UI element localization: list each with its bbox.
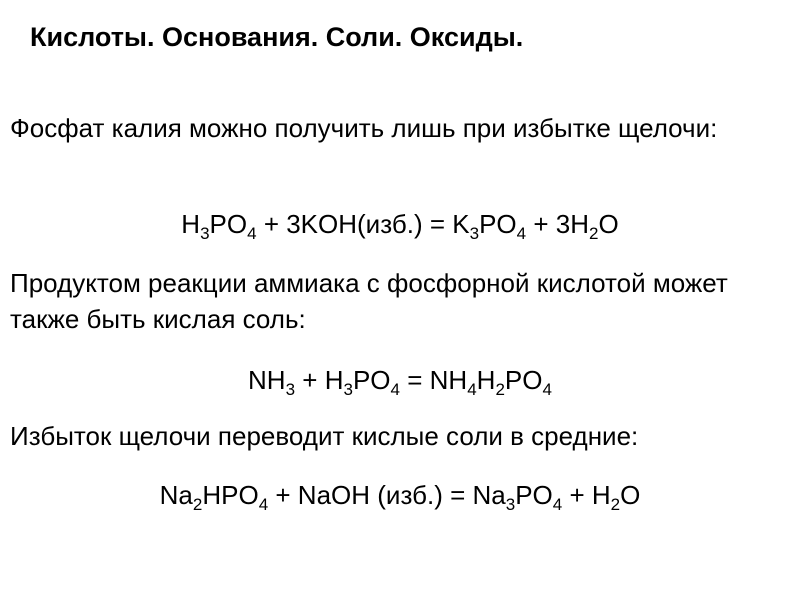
equation-subscript: 3 bbox=[469, 224, 480, 243]
equation-text: = NH bbox=[400, 365, 468, 395]
equation-text: O bbox=[620, 480, 641, 510]
equation-text: H bbox=[181, 209, 201, 239]
equation-text: + H bbox=[562, 480, 611, 510]
equation-text: + 3H bbox=[526, 209, 589, 239]
equation-subscript: 4 bbox=[542, 380, 552, 399]
equation-subscript: 4 bbox=[247, 224, 257, 243]
equation-subscript: 3 bbox=[343, 380, 353, 399]
equation-text: + 3KOH(изб.) = K bbox=[256, 209, 470, 239]
equation-subscript: 2 bbox=[192, 495, 203, 514]
equation-subscript: 3 bbox=[200, 224, 210, 243]
equation-subscript: 4 bbox=[258, 495, 269, 514]
equation-text: PO bbox=[515, 480, 553, 510]
equation-subscript: 3 bbox=[285, 380, 296, 399]
equation-text: PO bbox=[352, 365, 391, 395]
equation-text: HPO bbox=[202, 480, 259, 510]
slide-title: Кислоты. Основания. Соли. Оксиды. bbox=[30, 22, 524, 52]
equation-text: PO bbox=[479, 209, 517, 239]
equation-subscript: 4 bbox=[390, 380, 400, 399]
equation-text: PO bbox=[209, 209, 248, 239]
equation-subscript: 2 bbox=[610, 495, 621, 514]
equation-subscript: 4 bbox=[467, 380, 477, 399]
paragraph-ammonia-reaction: Продуктом реакции аммиака с фосфорной кислотой может также быть кислая соль: bbox=[10, 268, 728, 334]
equation-phosphoric-acid-koh bbox=[0, 206, 800, 242]
equation-text: PO bbox=[504, 365, 543, 395]
equation-text: + H bbox=[295, 365, 344, 395]
equation-text: + NaOH (изб.) = Na bbox=[268, 480, 506, 510]
paragraph-excess-alkali: Избыток щелочи переводит кислые соли в средние: bbox=[10, 421, 639, 451]
equation-text: Na bbox=[159, 480, 193, 510]
equation-subscript: 4 bbox=[516, 224, 527, 243]
paragraph-potassium-phosphate: Фосфат калия можно получить лишь при избытке щелочи: bbox=[10, 113, 718, 143]
equation-text: O bbox=[598, 209, 619, 239]
equation-subscript: 2 bbox=[588, 224, 599, 243]
equation-ammonia-phosphoric-acid bbox=[0, 362, 800, 398]
equation-subscript: 4 bbox=[552, 495, 563, 514]
equation-sodium-hydrogen-phosphate bbox=[0, 477, 800, 513]
equation-subscript: 2 bbox=[495, 380, 505, 399]
equation-text: H bbox=[476, 365, 496, 395]
equation-subscript: 3 bbox=[505, 495, 516, 514]
equation-text: NH bbox=[248, 365, 286, 395]
